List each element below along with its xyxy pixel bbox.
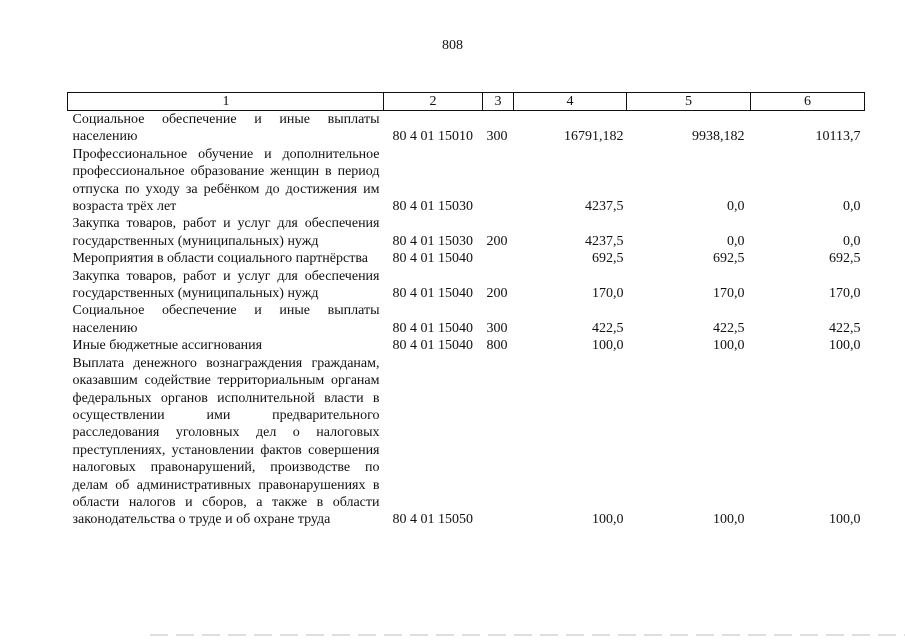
row-name: Профессиональное обучение и дополнительное профессиональное образование женщин в период отпуска по уходу за ребёнком до достижения им возраста трёх лет: [72, 146, 380, 215]
table-row: [68, 337, 865, 354]
row-value-col4: 100,0: [592, 338, 624, 354]
row-value-col5: 9938,182: [692, 129, 745, 145]
table-row: [68, 250, 865, 267]
row-value-col6: 0,0: [843, 199, 861, 215]
table-row: [68, 215, 865, 250]
row-expense-type: 300: [486, 129, 508, 145]
row-code: 80 4 01 15030: [392, 233, 473, 249]
row-value-col5: 100,0: [713, 338, 745, 354]
row-value-col5: 170,0: [713, 286, 745, 302]
row-value-col6: 10113,7: [815, 129, 861, 145]
row-expense-type: 200: [486, 286, 508, 302]
table-row: [68, 268, 865, 303]
table-row: [68, 355, 865, 529]
row-value-col4: 100,0: [592, 512, 624, 528]
row-value-col6: 0,0: [843, 233, 861, 249]
row-code: 80 4 01 15040: [392, 286, 473, 302]
row-code: 80 4 01 15040: [392, 320, 473, 336]
row-value-col6: 170,0: [829, 286, 861, 302]
row-value-col4: 4237,5: [585, 199, 624, 215]
row-value-col5: 422,5: [713, 320, 745, 336]
row-value-col6: 100,0: [829, 338, 861, 354]
header-col-2: 2: [384, 93, 483, 111]
row-value-col4: 692,5: [592, 251, 624, 267]
table-header-row: [68, 93, 865, 111]
header-col-5: 5: [627, 93, 751, 111]
row-code: 80 4 01 15040: [392, 338, 473, 354]
row-name: Выплата денежного вознаграждения гражданам, оказавшим содействие территориальным органам федеральных органов исполнительной власти в осуществлении ими предварительного расследования уголовных дел о налоговых преступлениях, установлении фактов совершения налоговых правонарушений, производстве по делам об административных правонарушениях в области налогов и сборов, а также в области законодательства о труде и об охране труда: [72, 355, 380, 528]
row-value-col5: 100,0: [713, 512, 745, 528]
row-value-col6: 692,5: [829, 251, 861, 267]
row-expense-type: [483, 355, 514, 529]
row-expense-type: [483, 146, 514, 216]
row-name: Закупка товаров, работ и услуг для обеспечения государственных (муниципальных) нужд: [72, 216, 380, 249]
row-value-col4: 16791,182: [564, 129, 624, 145]
header-col-3: 3: [483, 93, 514, 111]
row-value-col5: 692,5: [713, 251, 745, 267]
scan-artifact-line: [150, 634, 905, 636]
row-name: Закупка товаров, работ и услуг для обеспечения государственных (муниципальных) нужд: [72, 268, 380, 302]
row-value-col4: 422,5: [592, 320, 624, 336]
row-name: Социальное обеспечение и иные выплаты населению: [72, 112, 380, 145]
row-name: Социальное обеспечение и иные выплаты населению: [72, 303, 380, 336]
header-col-4: 4: [514, 93, 627, 111]
table-row: [68, 111, 865, 146]
row-value-col5: 0,0: [727, 199, 745, 215]
row-value-col4: 4237,5: [585, 233, 624, 249]
row-code: 80 4 01 15040: [392, 251, 473, 267]
page-number: 808: [442, 38, 463, 53]
row-code: 80 4 01 15030: [392, 199, 473, 215]
row-expense-type: 200: [486, 233, 508, 249]
budget-table: [67, 92, 865, 529]
row-value-col4: 170,0: [592, 286, 624, 302]
row-name: Мероприятия в области социального партнёрства: [72, 251, 368, 267]
row-value-col5: 0,0: [727, 233, 745, 249]
header-col-6: 6: [751, 93, 865, 111]
row-expense-type: 300: [486, 320, 508, 336]
row-expense-type: 800: [486, 338, 508, 354]
row-expense-type: [483, 250, 514, 267]
row-value-col6: 100,0: [829, 512, 861, 528]
row-code: 80 4 01 15050: [392, 512, 473, 528]
header-col-1: 1: [68, 93, 384, 111]
table-row: [68, 146, 865, 216]
row-code: 80 4 01 15010: [392, 129, 473, 145]
row-value-col6: 422,5: [829, 320, 861, 336]
table-row: [68, 302, 865, 337]
row-name: Иные бюджетные ассигнования: [72, 338, 263, 354]
